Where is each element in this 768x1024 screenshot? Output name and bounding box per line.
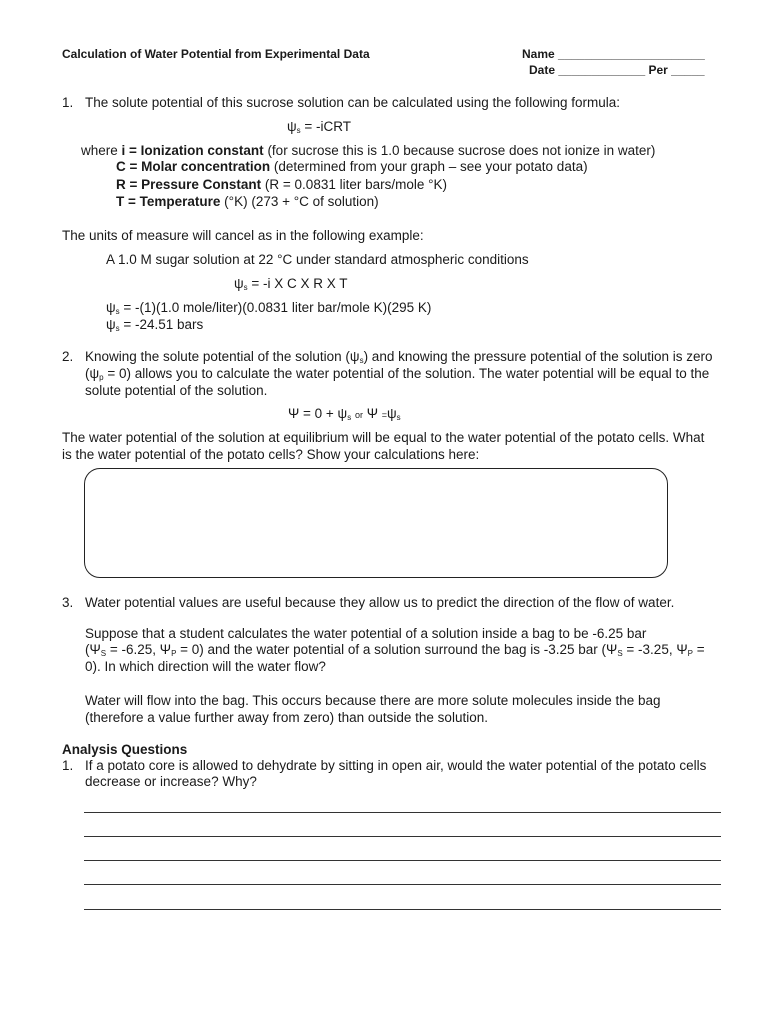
date-per-field[interactable]: [529, 63, 705, 77]
definition-term: C = Molar concentration: [116, 159, 271, 174]
text-segment: Knowing the solute potential of the solution (ψ: [85, 349, 360, 364]
analysis-heading: Analysis Questions: [62, 742, 188, 757]
answer-write-line[interactable]: [84, 860, 721, 861]
example-formula-rhs: = -i X C X R X T: [247, 276, 348, 291]
section2-number: 2.: [62, 349, 74, 364]
text-segment: ) and knowing the pressure potential of the solution is zero: [363, 349, 713, 364]
text-segment: (ψ: [85, 366, 100, 381]
text-segment: = 0) and the water potential of a solution surround the bag is -3.25 bar (Ψ: [176, 642, 618, 657]
subscript: p: [99, 373, 104, 382]
definition-desc: (determined from your graph – see your potato data): [270, 159, 588, 174]
definition-desc: (for sucrose this is 1.0 because sucrose does not ionize in water): [263, 143, 656, 158]
answer-write-line[interactable]: [84, 836, 721, 837]
question-line: is the water potential of the potato cells? Show your calculations here:: [62, 447, 480, 462]
answer-write-line[interactable]: [84, 909, 721, 910]
units-text: The units of measure will cancel as in the following example:: [62, 228, 424, 243]
name-field[interactable]: [522, 47, 705, 61]
section1-text: The solute potential of this sucrose solution can be calculated using the following formula:: [85, 95, 621, 110]
example-calc-rhs: = -(1)(1.0 mole/liter)(0.0831 liter bar/mole K)(295 K): [119, 300, 432, 315]
where-label: where: [81, 143, 118, 158]
psi-symbol: ψ: [106, 317, 116, 332]
psi-symbol: ψ: [234, 276, 244, 291]
formula-rhs: = -iCRT: [300, 119, 352, 134]
suppose-line1: Suppose that a student calculates the water potential of a solution inside a bag to be -6.25 bar: [85, 626, 647, 641]
worksheet-title: Calculation of Water Potential from Experimental Data: [62, 47, 370, 61]
analysis-q1-line2: decrease or increase? Why?: [85, 774, 257, 789]
calculation-answer-box[interactable]: [84, 468, 668, 578]
section3-text: Water potential values are useful because they allow us to predict the direction of the flow of water.: [85, 595, 675, 610]
example-result: [106, 316, 203, 335]
definition-term: R = Pressure Constant: [116, 177, 262, 192]
subscript: s: [347, 413, 352, 422]
answer-line2: (therefore a value further away from zero) than outside the solution.: [85, 710, 488, 725]
psi-symbol: ψ: [106, 300, 116, 315]
date-blank[interactable]: _____________: [558, 63, 646, 77]
subscript: s: [359, 356, 364, 365]
formula-part: ψ: [387, 406, 397, 421]
formula-part: Ψ: [366, 406, 379, 421]
answer-write-line[interactable]: [84, 812, 721, 813]
answer-line1: Water will flow into the bag. This occurs because there are more solute molecules inside the bag: [85, 693, 661, 708]
text-segment: = -3.25, Ψ: [622, 642, 688, 657]
subscript: P: [687, 649, 693, 658]
per-blank[interactable]: _____: [671, 63, 705, 77]
name-label: Name: [522, 47, 555, 61]
definition-desc: (°K) (273 + °C of solution): [220, 194, 379, 209]
formula-eq: =: [381, 410, 388, 420]
example-intro: A 1.0 M sugar solution at 22 °C under standard atmospheric conditions: [106, 252, 529, 267]
subscript: S: [100, 649, 107, 658]
analysis-q1-number: 1.: [62, 758, 74, 773]
formula-or: or: [354, 410, 363, 420]
name-blank[interactable]: ______________________: [558, 47, 705, 61]
example-formula: [234, 275, 348, 294]
subscript: S: [617, 649, 623, 658]
psi-subscript: s: [243, 283, 248, 292]
text-segment: = -6.25, Ψ: [106, 642, 172, 657]
definition-line: [116, 176, 447, 193]
formula-part: Ψ = 0 + ψ: [288, 406, 348, 421]
section2-line3: solute potential of the solution.: [85, 383, 268, 398]
section1-number: 1.: [62, 95, 74, 110]
per-label: Per: [648, 63, 668, 77]
subscript: s: [396, 413, 401, 422]
solute-formula: [287, 118, 351, 137]
suppose-line3: 0). In which direction will the water flow?: [85, 659, 326, 674]
definition-line: [81, 142, 655, 159]
psi-subscript: s: [115, 307, 120, 316]
definition-line: [116, 158, 588, 175]
subscript: P: [171, 649, 177, 658]
question-line: The water potential of the solution at equilibrium will be equal to the water potential of the potato cells. What: [62, 430, 705, 445]
text-segment: =: [692, 642, 705, 657]
definition-line: [116, 193, 379, 210]
definition-desc: (R = 0.0831 liter bars/mole °K): [261, 177, 448, 192]
date-label: Date: [529, 63, 556, 77]
definition-term: T = Temperature: [116, 194, 221, 209]
text-segment: = 0) allows you to calculate the water potential of the solution. The water potential will be equal to the: [103, 366, 710, 381]
water-potential-formula: [288, 405, 401, 424]
psi-subscript: s: [296, 126, 301, 135]
example-result-rhs: = -24.51 bars: [119, 317, 204, 332]
section3-number: 3.: [62, 595, 74, 610]
analysis-q1-line1: If a potato core is allowed to dehydrate by sitting in open air, would the water potential of the potato cells: [85, 758, 707, 773]
definition-term: i = Ionization constant: [121, 143, 264, 158]
answer-write-line[interactable]: [84, 884, 721, 885]
psi-subscript: s: [115, 324, 120, 333]
psi-symbol: ψ: [287, 119, 297, 134]
text-segment: (Ψ: [85, 642, 101, 657]
